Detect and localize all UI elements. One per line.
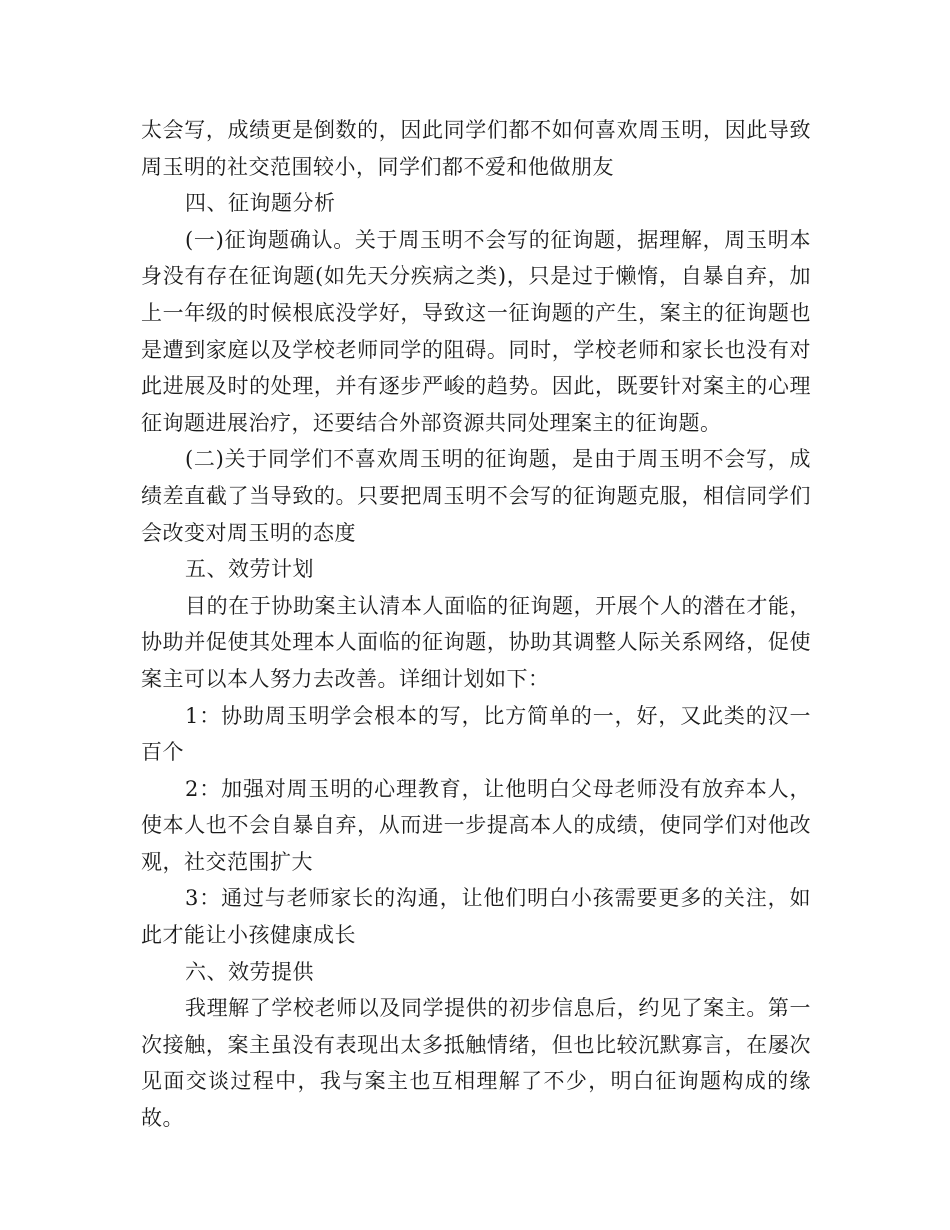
paragraph-classmates-problem: (二)关于同学们不喜欢周玉明的征询题，是由于周玉明不会写，成绩差直截了当导致的。只要把周玉明不会写的征询题克服，相信同学们会改变对周玉明的态度 bbox=[141, 447, 811, 545]
section-heading-problem-analysis: 四、征询题分析 bbox=[185, 191, 336, 216]
document-body bbox=[141, 112, 811, 1137]
section-heading-service-delivery: 六、效劳提供 bbox=[185, 959, 314, 984]
paragraph-problem-confirmation: (一)征询题确认。关于周玉明不会写的征询题，据理解，周玉明本身没有存在征询题(如先天分疾病之类)，只是过于懒惰，自暴自弃，加上一年级的时候根底没学好，导致这一征询题的产生，案主的征询题也是遭到家庭以及学校老师同学的阻碍。同时，学校老师和家长也没有对此进展及时的处理，并有逐步严峻的趋势。因此，既要针对案主的心理征询题进展治疗，还要结合外部资源共同处理案主的征询题。 bbox=[141, 227, 811, 435]
paragraph-continuation: 太会写，成绩更是倒数的，因此同学们都不如何喜欢周玉明，因此导致周玉明的社交范围较小，同学们都不爱和他做朋友 bbox=[141, 118, 811, 179]
section-heading-service-plan: 五、效劳计划 bbox=[185, 557, 314, 582]
paragraph-plan-goal: 目的在于协助案主认清本人面临的征询题，开展个人的潜在才能，协助并促使其处理本人面临的征询题，协助其调整人际关系网络，促使案主可以本人努力去改善。详细计划如下： bbox=[141, 593, 811, 691]
paragraph-service-delivery: 我理解了学校老师以及同学提供的初步信息后，约见了案主。第一次接触，案主虽没有表现出太多抵触情绪，但也比较沉默寡言，在屡次见面交谈过程中，我与案主也互相理解了不少，明白征询题构成的缘故。 bbox=[141, 996, 811, 1131]
plan-item-3: 3：通过与老师家长的沟通，让他们明白小孩需要更多的关注，如此才能让小孩健康成长 bbox=[141, 886, 811, 948]
plan-item-2: 2：加强对周玉明的心理教育，让他明白父母老师没有放弃本人，使本人也不会自暴自弃，从而进一步提高本人的成绩，使同学们对他改观，社交范围扩大 bbox=[141, 776, 811, 874]
plan-item-1: 1：协助周玉明学会根本的写，比方简单的一，好，又此类的汉一百个 bbox=[141, 703, 811, 765]
